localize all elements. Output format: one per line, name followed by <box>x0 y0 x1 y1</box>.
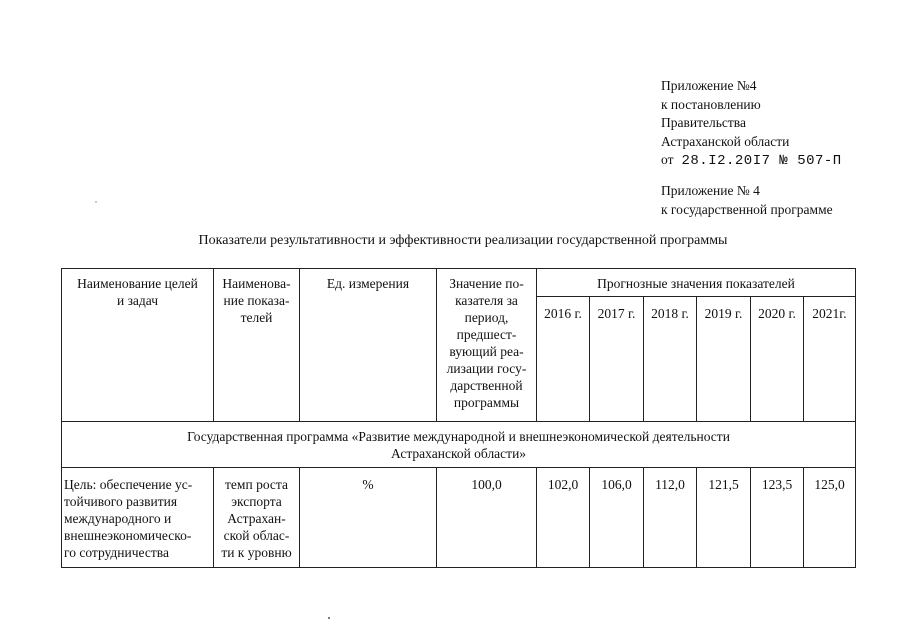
program-appendix-block <box>661 182 833 219</box>
decree-date-prefix: от <box>661 152 674 167</box>
scan-speck <box>328 617 330 619</box>
program-appendix-line: к государственной программе <box>661 201 833 217</box>
program-appendix-line: Приложение № 4 <box>661 183 760 198</box>
header-year: 2016 г. <box>537 297 590 422</box>
decree-date-line <box>661 151 842 171</box>
indicator-cell: темп роста экспорта Астрахан- ской облас- ти к уровню <box>214 468 300 568</box>
decree-appendix-line: Правительства <box>661 115 746 130</box>
forecast-value-cell: 106,0 <box>590 468 644 568</box>
forecast-value-cell: 112,0 <box>644 468 697 568</box>
header-year: 2019 г. <box>697 297 751 422</box>
header-year: 2018 г. <box>644 297 697 422</box>
header-year: 2017 г. <box>590 297 644 422</box>
indicators-table <box>61 268 856 568</box>
forecast-value-cell: 125,0 <box>804 468 856 568</box>
program-title-cell: Государственная программа «Развитие международной и внешнеэкономической деятельности Астраханской области» <box>62 422 856 468</box>
forecast-value-cell: 102,0 <box>537 468 590 568</box>
decree-appendix-block <box>661 77 842 171</box>
header-row <box>62 269 856 297</box>
table-row <box>62 468 856 568</box>
decree-appendix-line: Астраханской области <box>661 133 790 149</box>
decree-appendix-line: Приложение №4 <box>661 78 757 93</box>
header-goals: Наименование целей и задач <box>62 269 214 422</box>
header-indicator: Наименова- ние показа- телей <box>214 269 300 422</box>
prior-value-cell: 100,0 <box>437 468 537 568</box>
header-year: 2021г. <box>804 297 856 422</box>
header-forecast: Прогнозные значения показателей <box>537 269 856 297</box>
header-unit: Ед. измерения <box>300 269 437 422</box>
decree-date-number: 28.I2.20I7 № 507-П <box>681 153 842 169</box>
forecast-value-cell: 123,5 <box>751 468 804 568</box>
forecast-value-cell: 121,5 <box>697 468 751 568</box>
header-prior-value: Значение по- казателя за период, предшест- вующий реа- лизации госу- дарственной программы <box>437 269 537 422</box>
goal-cell: Цель: обеспечение ус- тойчивого развития международного и внешнеэкономическо- го сотрудничества <box>62 468 214 568</box>
program-title-row <box>62 422 856 468</box>
table-title: Показатели результативности и эффективности реализации государственной программы <box>198 233 728 248</box>
header-year: 2020 г. <box>751 297 804 422</box>
scan-speck <box>95 201 97 203</box>
unit-cell: % <box>300 468 437 568</box>
decree-appendix-line: к постановлению <box>661 96 761 112</box>
